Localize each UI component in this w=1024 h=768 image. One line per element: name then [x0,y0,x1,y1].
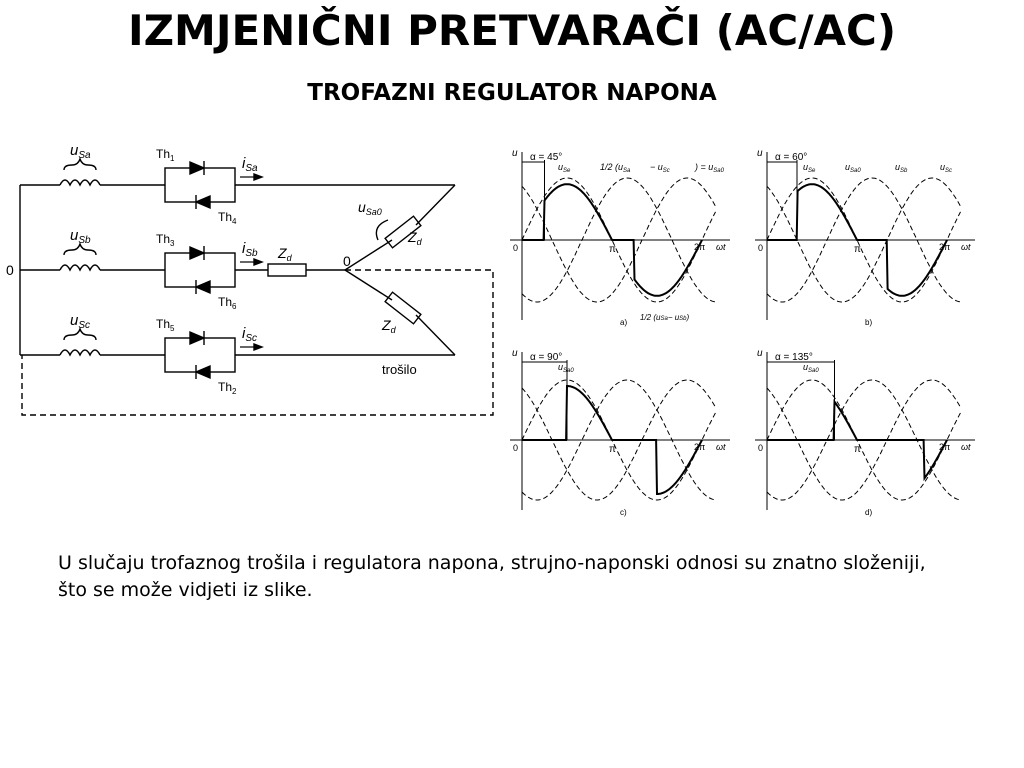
isc-label: $i_{Sc}$ [242,325,258,344]
alpha-label: α = 135° [775,352,813,363]
usb-label: $u_{Sb}$ [70,227,91,246]
panel-letter: d) [865,508,873,517]
alpha-label: α = 60° [775,152,808,163]
waveform-panel-a [510,140,740,330]
isa-label: $i_{Sa}$ [242,155,258,174]
origin-label: 0 [758,443,764,453]
two-pi-tick-label: 2π [939,242,951,252]
series-label: ) = $u_{Sa0}$ [695,162,724,174]
alpha-label: α = 90° [530,352,563,363]
waveform-panel-b [755,140,985,330]
pi-tick-label: π [609,244,616,255]
two-pi-tick-label: 2π [694,242,706,252]
panel-letter: c) [620,508,627,517]
output-voltage-curve [767,402,947,478]
zd-load-c-label: $Z_d$ [382,317,396,335]
alpha-label: α = 45° [530,152,563,163]
panel-letter: a) [620,318,628,327]
x-axis-label: ωt [716,442,726,452]
th5-label: $Th_5$ [156,317,175,333]
th4-label: $Th_4$ [218,210,237,226]
series-label: 1/2 ($u_{Sa}$ [600,162,631,174]
pi-tick-label: π [609,444,616,455]
series-label: $u_{Sa0}$ [558,362,574,374]
waveform-panel-d [755,340,985,520]
y-axis-label: u [757,348,763,359]
pi-tick-label: π [854,244,861,255]
th6-label: $Th_6$ [218,295,237,311]
source-neutral-label: 0 [6,262,14,278]
series-label: $u_{Se}$ [803,162,816,174]
panel-letter: b) [865,318,873,327]
x-axis-label: ωt [961,242,971,252]
origin-label: 0 [513,243,519,253]
x-axis-label: ωt [961,442,971,452]
usa-label: $u_{Sa}$ [70,142,91,161]
slide-body-text: U slučaju trofaznog trošila i regulatora napona, strujno-naponski odnosi su znatno složeniji, što se može vidjeti iz slike. [58,552,926,601]
two-pi-tick-label: 2π [694,442,706,452]
series-label: $u_{Sa0}$ [845,162,861,174]
series-label: $u_{Sc}$ [940,162,953,174]
zd-load-a-label: $Z_d$ [408,229,422,247]
usa0-label: $u_{Sa0}$ [358,199,382,217]
load-label: trošilo [382,362,417,377]
three-phase-circuit-diagram [0,130,505,430]
series-label: $u_{Sa0}$ [803,362,819,374]
isb-label: $i_{Sb}$ [242,240,258,259]
th1-label: $Th_1$ [156,147,175,163]
series-label: $u_{Sb}$ [895,162,908,174]
y-axis-label: u [512,348,518,359]
th3-label: $Th_3$ [156,232,175,248]
two-pi-tick-label: 2π [939,442,951,452]
th2-label: $Th_2$ [218,380,237,396]
series-label: $u_{Se}$ [558,162,571,174]
y-axis-label: u [512,148,518,159]
x-axis-label: ωt [716,242,726,252]
origin-label: 0 [513,443,519,453]
pi-tick-label: π [854,444,861,455]
y-axis-label: u [757,148,763,159]
origin-label: 0 [758,243,764,253]
load-neutral-label: 0 [343,253,351,269]
usc-label: $u_{Sc}$ [70,312,91,331]
zd-series-label: $Z_d$ [278,245,292,263]
page-title: IZMJENIČNI PRETVARAČI (AC/AC) [127,6,897,55]
series-label: − $u_{Sc}$ [650,162,670,174]
page-subtitle: TROFAZNI REGULATOR NAPONA [307,80,717,106]
series-label-extra: 1/2 (uSa− uSb) [640,313,690,322]
waveform-panel-c [510,340,740,520]
